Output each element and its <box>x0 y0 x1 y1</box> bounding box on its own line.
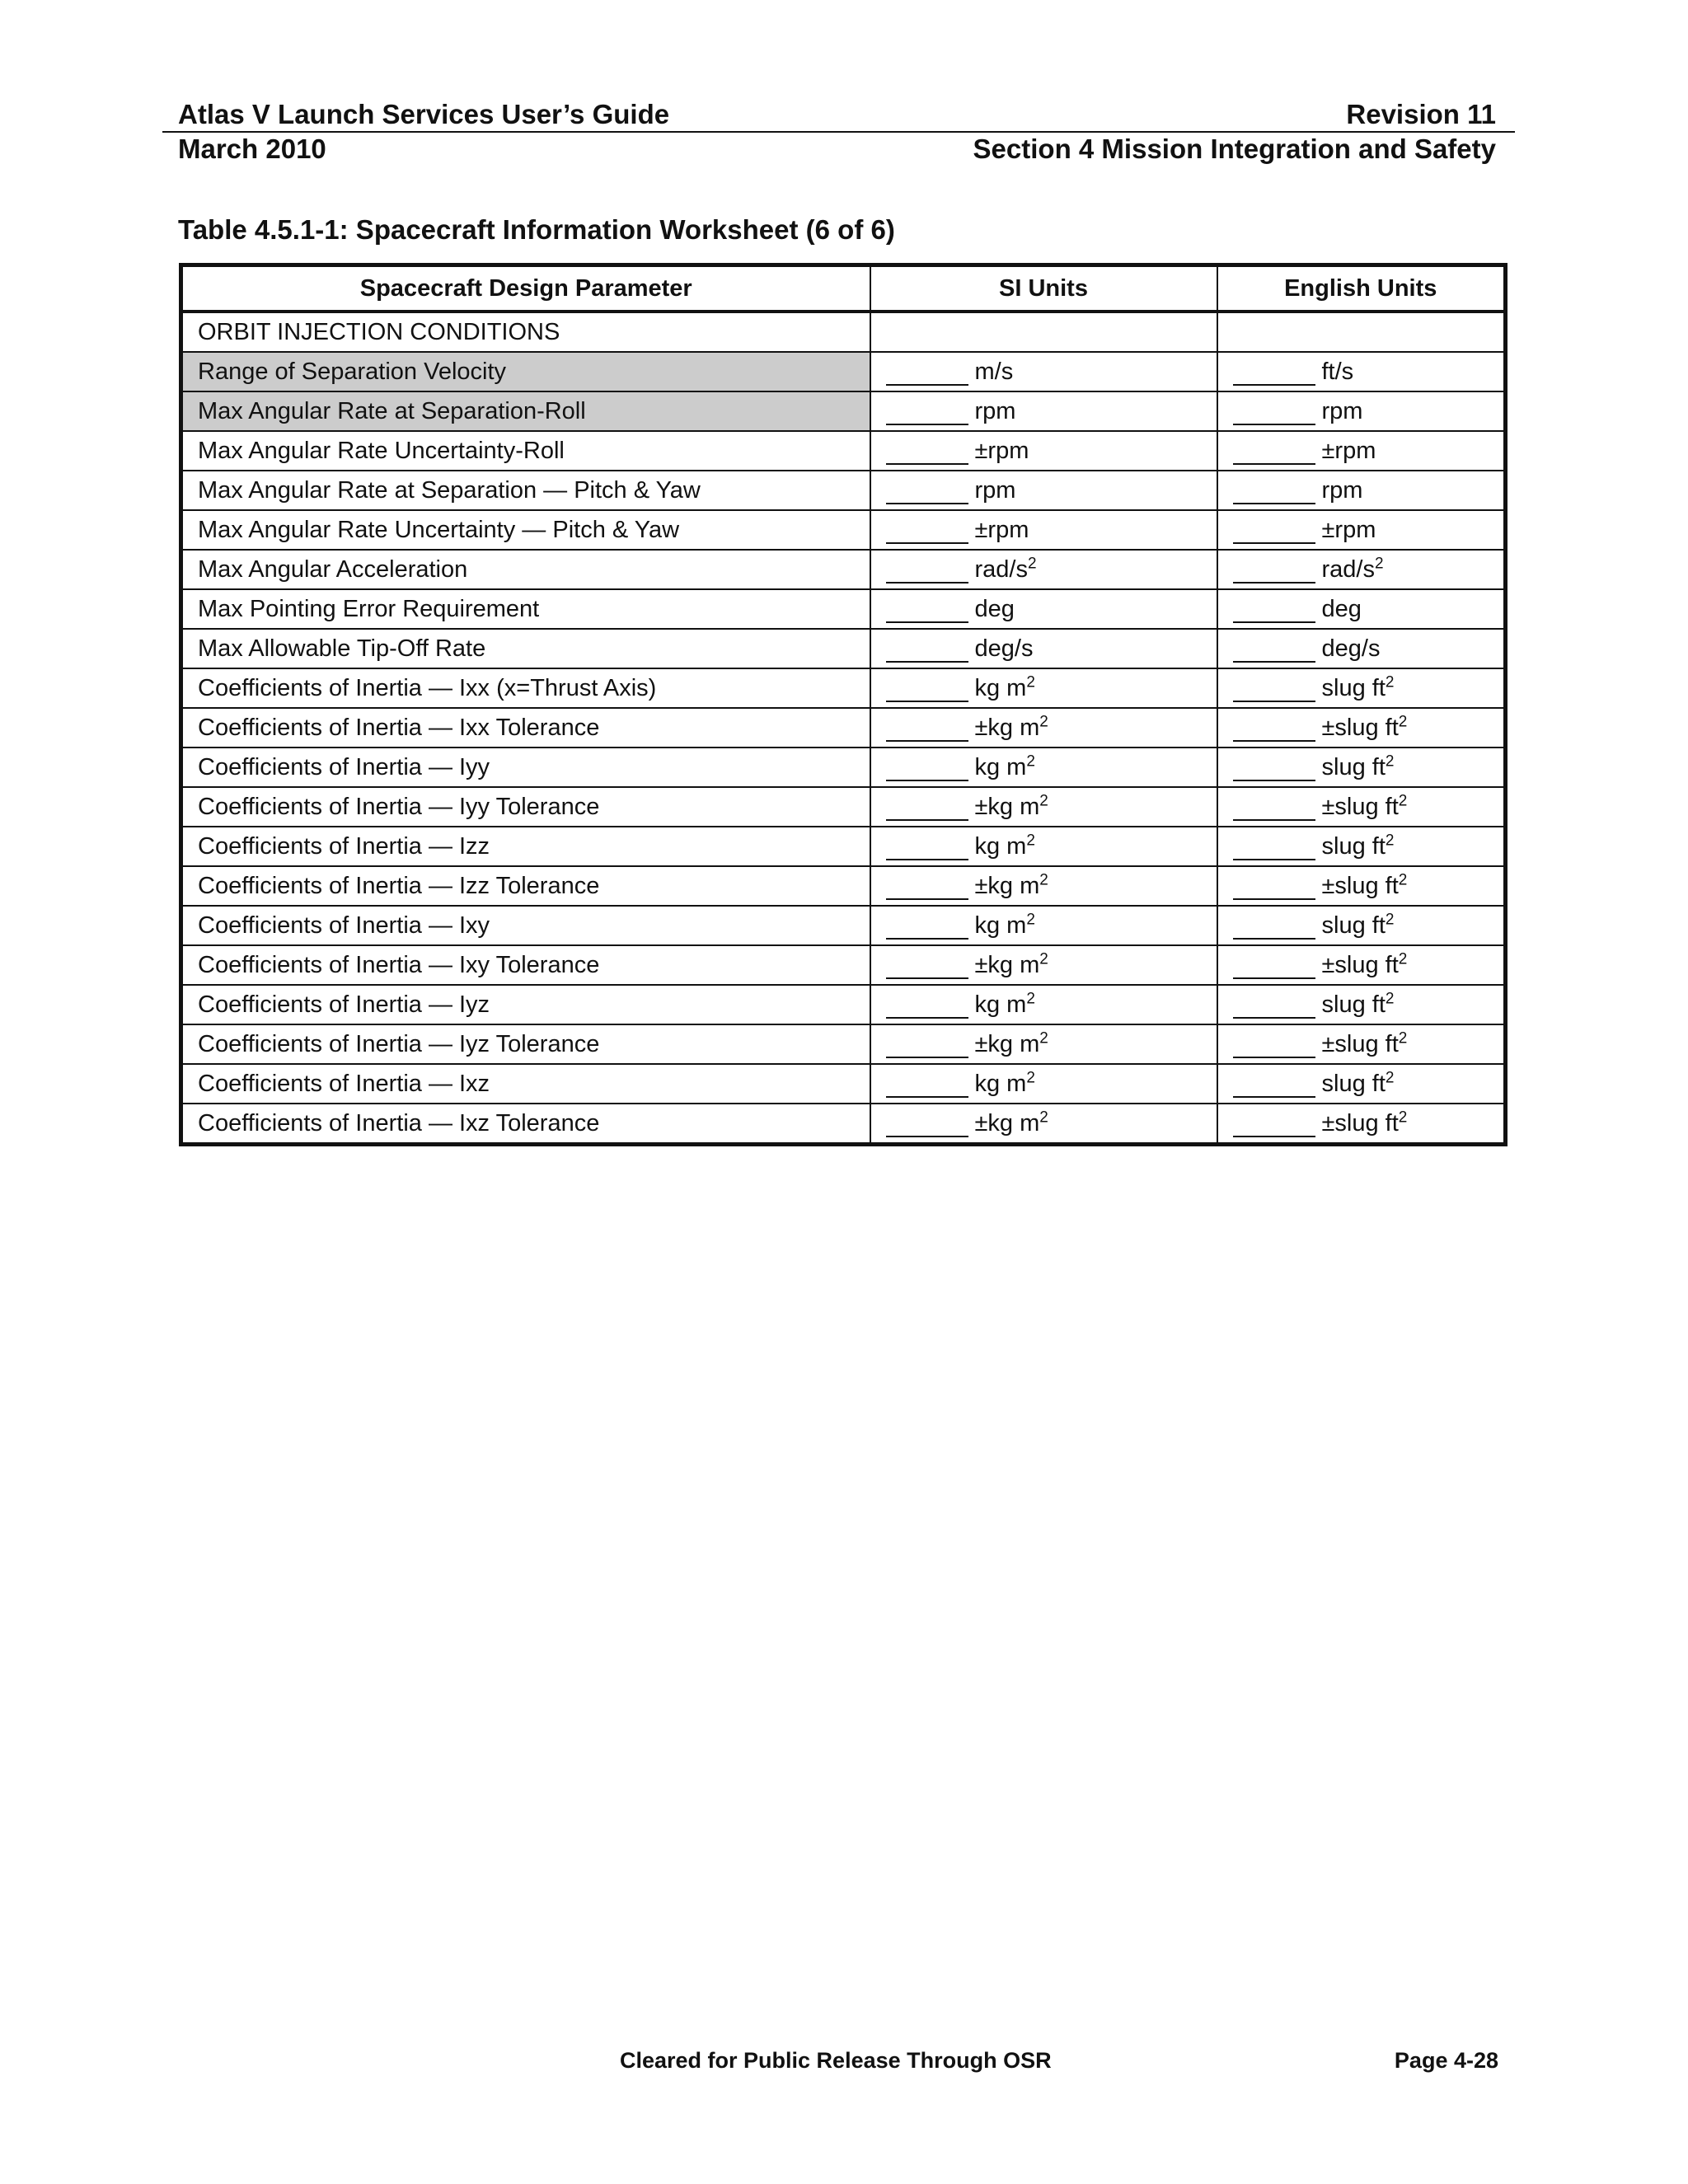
unit-label: ±slug ft <box>1321 715 1399 741</box>
unit-label: rpm <box>974 398 1016 424</box>
english-unit-cell <box>1217 550 1506 589</box>
parameter-cell: Coefficients of Inertia — Iyy Tolerance <box>181 787 870 827</box>
si-unit-cell <box>870 471 1217 510</box>
table-row <box>181 431 1506 471</box>
table-row <box>181 391 1506 431</box>
table-row <box>181 748 1506 787</box>
si-unit-cell <box>870 1024 1217 1064</box>
table-row <box>181 787 1506 827</box>
fill-in-blank <box>886 478 968 504</box>
english-unit-cell <box>1217 985 1506 1024</box>
fill-in-blank <box>1233 834 1315 860</box>
english-unit-cell <box>1217 431 1506 471</box>
unit-exponent: 2 <box>1385 990 1395 1008</box>
parameter-cell: Coefficients of Inertia — Iyz <box>181 985 870 1024</box>
table-row <box>181 471 1506 510</box>
fill-in-blank <box>886 715 968 742</box>
unit-label: rad/s <box>1321 556 1375 583</box>
fill-in-blank <box>1233 913 1315 940</box>
unit-label: ±slug ft <box>1321 1031 1399 1057</box>
si-unit-cell <box>870 1104 1217 1145</box>
unit-exponent: 2 <box>1385 1069 1395 1087</box>
fill-in-blank <box>1233 1071 1315 1098</box>
fill-in-blank <box>886 794 968 821</box>
english-unit-cell <box>1217 471 1506 510</box>
parameter-cell: Max Angular Rate at Separation-Roll <box>181 391 870 431</box>
parameter-cell: Coefficients of Inertia — Iyz Tolerance <box>181 1024 870 1064</box>
fill-in-blank <box>886 438 968 465</box>
unit-exponent: 2 <box>1026 990 1035 1008</box>
unit-label: kg m <box>974 675 1027 701</box>
fill-in-blank <box>886 1071 968 1098</box>
english-unit-cell <box>1217 787 1506 827</box>
column-header-si-units: SI Units <box>870 265 1217 312</box>
english-unit-cell <box>1217 1024 1506 1064</box>
unit-label: rpm <box>1321 477 1363 504</box>
table-row <box>181 827 1506 866</box>
fill-in-blank <box>1233 359 1315 386</box>
si-unit-cell <box>870 629 1217 668</box>
fill-in-blank <box>886 518 968 544</box>
unit-label: m/s <box>974 359 1014 385</box>
unit-label: ±slug ft <box>1321 1110 1399 1137</box>
unit-exponent: 2 <box>1374 555 1384 573</box>
unit-exponent: 2 <box>1385 832 1395 850</box>
unit-label: rpm <box>974 477 1016 504</box>
fill-in-blank <box>886 636 968 663</box>
fill-in-blank <box>886 1111 968 1137</box>
unit-label: kg m <box>974 833 1027 860</box>
english-unit-cell <box>1217 510 1506 550</box>
unit-label: deg/s <box>1321 635 1381 662</box>
unit-label: ±slug ft <box>1321 952 1399 978</box>
unit-label: kg m <box>974 754 1027 780</box>
spacecraft-information-worksheet <box>179 263 1507 1146</box>
fill-in-blank <box>886 676 968 702</box>
section-english-cell <box>1217 312 1506 352</box>
english-unit-cell <box>1217 827 1506 866</box>
english-unit-cell <box>1217 668 1506 708</box>
unit-label: ±rpm <box>974 517 1029 543</box>
unit-exponent: 2 <box>1385 673 1395 691</box>
unit-label: deg <box>1321 596 1362 622</box>
parameter-cell: Max Pointing Error Requirement <box>181 589 870 629</box>
parameter-cell: Coefficients of Inertia — Ixz <box>181 1064 870 1104</box>
fill-in-blank <box>886 913 968 940</box>
fill-in-blank <box>886 1032 968 1058</box>
unit-label: slug ft <box>1321 833 1386 860</box>
unit-label: ±rpm <box>1321 517 1376 543</box>
parameter-cell: Max Angular Acceleration <box>181 550 870 589</box>
table-row <box>181 550 1506 589</box>
fill-in-blank <box>1233 1032 1315 1058</box>
document-title: Atlas V Launch Services User’s Guide <box>178 99 670 129</box>
unit-label: deg <box>974 596 1015 622</box>
table-caption: Table 4.5.1-1: Spacecraft Information Worksheet (6 of 6) <box>178 214 895 245</box>
fill-in-blank <box>1233 399 1315 425</box>
unit-exponent: 2 <box>1039 950 1048 968</box>
fill-in-blank <box>1233 438 1315 465</box>
unit-exponent: 2 <box>1039 792 1048 810</box>
table-row <box>181 589 1506 629</box>
unit-label: ft/s <box>1321 359 1354 385</box>
fill-in-blank <box>1233 874 1315 900</box>
fill-in-blank <box>1233 992 1315 1019</box>
release-notice: Cleared for Public Release Through OSR <box>620 2048 1052 2073</box>
unit-label: slug ft <box>1321 675 1386 701</box>
column-header-english-units: English Units <box>1217 265 1506 312</box>
table-row <box>181 352 1506 391</box>
table-row <box>181 668 1506 708</box>
unit-label: ±kg m <box>974 952 1040 978</box>
table-header-row <box>181 265 1506 312</box>
unit-exponent: 2 <box>1039 1029 1048 1047</box>
unit-label: kg m <box>974 991 1027 1018</box>
section-si-cell <box>870 312 1217 352</box>
si-unit-cell <box>870 985 1217 1024</box>
fill-in-blank <box>1233 715 1315 742</box>
english-unit-cell <box>1217 352 1506 391</box>
parameter-cell: Coefficients of Inertia — Iyy <box>181 748 870 787</box>
fill-in-blank <box>886 874 968 900</box>
english-unit-cell <box>1217 906 1506 945</box>
unit-label: kg m <box>974 1071 1027 1097</box>
unit-label: slug ft <box>1321 991 1386 1018</box>
unit-exponent: 2 <box>1039 871 1048 889</box>
english-unit-cell <box>1217 589 1506 629</box>
table-row <box>181 629 1506 668</box>
si-unit-cell <box>870 827 1217 866</box>
parameter-cell: Range of Separation Velocity <box>181 352 870 391</box>
si-unit-cell <box>870 352 1217 391</box>
table-row <box>181 1024 1506 1064</box>
fill-in-blank <box>886 597 968 623</box>
fill-in-blank <box>886 834 968 860</box>
parameter-cell: Max Angular Rate Uncertainty — Pitch & Yaw <box>181 510 870 550</box>
english-unit-cell <box>1217 391 1506 431</box>
unit-exponent: 2 <box>1398 871 1408 889</box>
unit-label: ±rpm <box>1321 438 1376 464</box>
english-unit-cell <box>1217 1104 1506 1145</box>
unit-exponent: 2 <box>1385 911 1395 929</box>
section-row <box>181 312 1506 352</box>
unit-exponent: 2 <box>1398 713 1408 731</box>
unit-label: kg m <box>974 912 1027 939</box>
unit-exponent: 2 <box>1039 1108 1048 1127</box>
si-unit-cell <box>870 945 1217 985</box>
si-unit-cell <box>870 748 1217 787</box>
page-number: Page 4-28 <box>1394 2048 1498 2073</box>
table-row <box>181 866 1506 906</box>
parameter-cell: Coefficients of Inertia — Izz <box>181 827 870 866</box>
unit-label: ±kg m <box>974 1110 1040 1137</box>
english-unit-cell <box>1217 1064 1506 1104</box>
english-unit-cell <box>1217 866 1506 906</box>
unit-label: rpm <box>1321 398 1363 424</box>
unit-exponent: 2 <box>1027 555 1037 573</box>
si-unit-cell <box>870 510 1217 550</box>
unit-label: ±kg m <box>974 794 1040 820</box>
parameter-cell: Coefficients of Inertia — Ixy <box>181 906 870 945</box>
si-unit-cell <box>870 668 1217 708</box>
parameter-cell: Max Angular Rate at Separation — Pitch & Yaw <box>181 471 870 510</box>
unit-label: slug ft <box>1321 912 1386 939</box>
parameter-cell: Max Angular Rate Uncertainty-Roll <box>181 431 870 471</box>
fill-in-blank <box>886 992 968 1019</box>
si-unit-cell <box>870 431 1217 471</box>
table-row <box>181 510 1506 550</box>
section-label-cell: ORBIT INJECTION CONDITIONS <box>181 312 870 352</box>
fill-in-blank <box>1233 676 1315 702</box>
english-unit-cell <box>1217 708 1506 748</box>
column-header-parameter: Spacecraft Design Parameter <box>181 265 870 312</box>
fill-in-blank <box>1233 597 1315 623</box>
table-row <box>181 906 1506 945</box>
unit-exponent: 2 <box>1398 1029 1408 1047</box>
unit-exponent: 2 <box>1385 752 1395 771</box>
table-row <box>181 945 1506 985</box>
unit-label: ±kg m <box>974 1031 1040 1057</box>
si-unit-cell <box>870 787 1217 827</box>
english-unit-cell <box>1217 748 1506 787</box>
si-unit-cell <box>870 1064 1217 1104</box>
unit-exponent: 2 <box>1398 950 1408 968</box>
si-unit-cell <box>870 550 1217 589</box>
unit-exponent: 2 <box>1026 752 1035 771</box>
fill-in-blank <box>886 557 968 583</box>
unit-label: ±kg m <box>974 715 1040 741</box>
unit-exponent: 2 <box>1026 911 1035 929</box>
fill-in-blank <box>1233 755 1315 781</box>
unit-exponent: 2 <box>1026 832 1035 850</box>
english-unit-cell <box>1217 629 1506 668</box>
fill-in-blank <box>1233 636 1315 663</box>
unit-label: rad/s <box>974 556 1028 583</box>
document-date: March 2010 <box>178 134 326 164</box>
parameter-cell: Coefficients of Inertia — Ixx Tolerance <box>181 708 870 748</box>
unit-exponent: 2 <box>1398 1108 1408 1127</box>
fill-in-blank <box>886 755 968 781</box>
parameter-cell: Coefficients of Inertia — Ixy Tolerance <box>181 945 870 985</box>
unit-label: ±slug ft <box>1321 873 1399 899</box>
parameter-cell: Coefficients of Inertia — Izz Tolerance <box>181 866 870 906</box>
parameter-cell: Coefficients of Inertia — Ixz Tolerance <box>181 1104 870 1145</box>
si-unit-cell <box>870 866 1217 906</box>
fill-in-blank <box>1233 1111 1315 1137</box>
fill-in-blank <box>886 359 968 386</box>
si-unit-cell <box>870 589 1217 629</box>
table-row <box>181 1104 1506 1145</box>
unit-label: ±kg m <box>974 873 1040 899</box>
unit-exponent: 2 <box>1398 792 1408 810</box>
unit-label: ±slug ft <box>1321 794 1399 820</box>
unit-label: deg/s <box>974 635 1034 662</box>
fill-in-blank <box>1233 557 1315 583</box>
revision-label: Revision 11 <box>1346 99 1496 129</box>
fill-in-blank <box>1233 478 1315 504</box>
unit-label: slug ft <box>1321 754 1386 780</box>
si-unit-cell <box>870 906 1217 945</box>
fill-in-blank <box>1233 953 1315 979</box>
si-unit-cell <box>870 391 1217 431</box>
unit-exponent: 2 <box>1026 1069 1035 1087</box>
table-row <box>181 1064 1506 1104</box>
parameter-cell: Max Allowable Tip-Off Rate <box>181 629 870 668</box>
si-unit-cell <box>870 708 1217 748</box>
parameter-cell: Coefficients of Inertia — Ixx (x=Thrust Axis) <box>181 668 870 708</box>
english-unit-cell <box>1217 945 1506 985</box>
fill-in-blank <box>886 953 968 979</box>
fill-in-blank <box>886 399 968 425</box>
table-row <box>181 708 1506 748</box>
unit-label: slug ft <box>1321 1071 1386 1097</box>
fill-in-blank <box>1233 518 1315 544</box>
unit-exponent: 2 <box>1026 673 1035 691</box>
unit-exponent: 2 <box>1039 713 1048 731</box>
table-row <box>181 985 1506 1024</box>
fill-in-blank <box>1233 794 1315 821</box>
section-label: Section 4 Mission Integration and Safety <box>973 134 1496 164</box>
unit-label: ±rpm <box>974 438 1029 464</box>
